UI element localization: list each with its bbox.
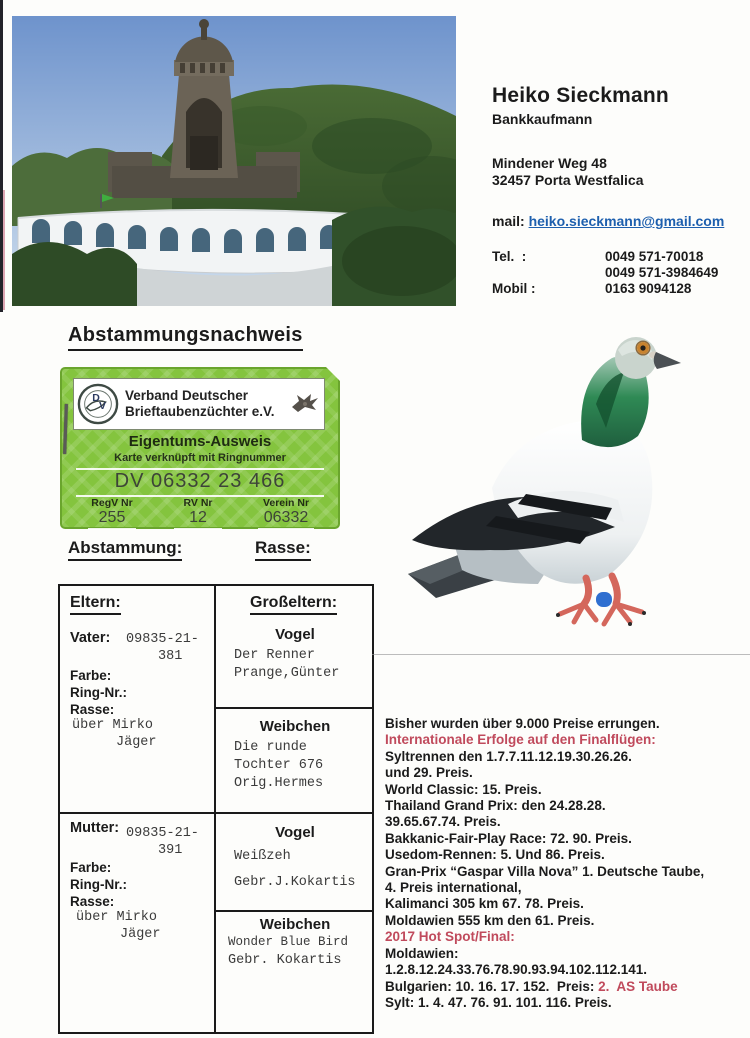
table-divider	[214, 586, 216, 1032]
achievement-text: World Classic: 15. Preis.	[385, 781, 542, 797]
achievement-line	[385, 962, 747, 978]
father-ring-number: 09835-21-	[126, 632, 199, 647]
achievement-text: 1.2.8.12.24.33.76.78.90.93.94.102.112.141.	[385, 962, 647, 978]
achievement-line	[385, 880, 747, 896]
scan-edge-artifact	[3, 190, 5, 310]
ring-number: DV 06332 23 466	[114, 470, 286, 492]
pigeon-photo	[400, 332, 745, 640]
achievement-text: und 29. Preis.	[385, 765, 473, 781]
achievements-list	[385, 716, 747, 1011]
achievement-line	[385, 913, 747, 929]
achievement-text: Bisher wurden über 9.000 Preise errungen.	[385, 716, 660, 731]
farbe-label: Farbe:	[70, 860, 112, 875]
field-value: 255	[88, 509, 136, 530]
achievement-line	[385, 782, 747, 798]
page-title: Abstammungsnachweis	[68, 324, 303, 351]
grandparents-header: Großeltern:	[250, 594, 337, 615]
achievement-highlight: 2017 Hot Spot/Final:	[385, 929, 515, 945]
achievement-text: Syltrennen den 1.7.7.11.12.19.30.26.26.	[385, 748, 632, 764]
association-name	[125, 388, 290, 420]
achievement-line	[385, 765, 747, 781]
rasse-label: Rasse:	[70, 894, 115, 909]
grandparent-cell-header: Vogel	[275, 626, 315, 643]
father-label: Vater:	[70, 630, 111, 646]
achievement-text: Usedom-Rennen: 5. Und 86. Preis.	[385, 847, 605, 863]
email-link[interactable]: heiko.sieckmann@gmail.com	[528, 213, 725, 229]
achievement-line	[385, 896, 747, 912]
tel-number-2: 0049 571-3984649	[605, 265, 719, 280]
achievement-text: Bulgarien: 10. 16. 17. 152. Preis:	[385, 978, 599, 994]
grandparent-name: Wonder Blue Bird	[228, 935, 349, 949]
achievement-line	[385, 814, 747, 830]
achievement-line	[385, 946, 747, 962]
rasse-label: Rasse:	[70, 702, 115, 717]
card-subtitle: Karte verknüpft mit Ringnummer	[114, 452, 286, 464]
email-row	[492, 213, 742, 229]
owner-profession: Bankkaufmann	[492, 111, 593, 127]
grandparent-name: Weißzeh	[234, 849, 291, 864]
father-ring-number: 381	[158, 649, 183, 664]
mother-ring-number: 09835-21-	[126, 826, 199, 841]
owner-name: Heiko Sieckmann	[492, 84, 669, 107]
achievement-line	[385, 831, 747, 847]
grandparent-name: Prange,Günter	[234, 666, 340, 681]
mobil-number: 0163 9094128	[605, 281, 692, 296]
field-label: RV Nr	[183, 497, 213, 509]
achievement-line	[385, 979, 747, 995]
svg-text:D: D	[92, 392, 100, 405]
achievement-line	[385, 798, 747, 814]
divider-line	[372, 654, 750, 655]
owner-address	[492, 155, 742, 189]
table-divider	[60, 812, 372, 814]
achievement-text: Kalimanci 305 km 67. 78. Preis.	[385, 896, 584, 912]
achievement-line	[385, 995, 747, 1011]
contact-block	[492, 84, 742, 301]
pigeon-illustration	[400, 332, 745, 640]
tel-number-1: 0049 571-70018	[605, 249, 704, 264]
father-note: Jäger	[116, 735, 157, 750]
mother-ring-number: 391	[158, 843, 183, 858]
parents-header: Eltern:	[70, 594, 121, 615]
svg-text:V: V	[98, 399, 106, 412]
achievement-text: Sylt: 1. 4. 47. 76. 91. 101. 116. Preis.	[385, 994, 612, 1010]
field-value: 12	[174, 509, 222, 530]
farbe-label: Farbe:	[70, 668, 112, 683]
phone-block	[492, 249, 742, 301]
grandparent-cell-header: Vogel	[275, 824, 315, 841]
field-regv	[72, 497, 152, 530]
grandparent-name: Tochter 676	[234, 758, 324, 773]
field-label: RegV Nr	[91, 497, 133, 509]
ring-nr-label: Ring-Nr.:	[70, 877, 127, 892]
monument-photo	[12, 16, 456, 306]
achievement-line	[385, 749, 747, 765]
card-title: Eigentums-Ausweis	[128, 433, 272, 450]
card-fields	[72, 497, 328, 530]
pedigree-table	[58, 584, 374, 1034]
ownership-card	[60, 367, 340, 529]
achievement-text: Bakkanic-Fair-Play Race: 72. 90. Preis.	[385, 830, 632, 846]
grandparent-name: Gebr. Kokartis	[228, 953, 342, 968]
address-street: Mindener Weg 48	[492, 155, 607, 171]
achievement-line	[385, 732, 747, 748]
table-divider	[214, 910, 372, 912]
tel-label: Tel. :	[492, 249, 527, 264]
field-verein	[244, 497, 328, 530]
achievement-text: Gran-Prix “Gaspar Villa Nova” 1. Deutsche Taube,	[385, 863, 705, 879]
grandparent-cell-header: Weibchen	[259, 916, 331, 933]
ring-nr-label: Ring-Nr.:	[70, 685, 127, 700]
grandparent-name: Gebr.J.Kokartis	[234, 875, 356, 890]
grandparent-name: Der Renner	[234, 648, 316, 663]
table-divider	[214, 707, 372, 709]
mother-note: Jäger	[120, 927, 161, 942]
eagle-emblem-icon	[290, 392, 320, 416]
achievement-text: Moldawien:	[385, 945, 459, 961]
rasse-label: Rasse:	[255, 538, 311, 561]
grandparent-name: Orig.Hermes	[234, 776, 324, 791]
achievement-line	[385, 864, 747, 880]
achievement-text: Thailand Grand Prix: den 24.28.28.	[385, 798, 606, 814]
achievement-text: Moldawien 555 km den 61. Preis.	[385, 912, 595, 928]
achievement-line	[385, 716, 747, 732]
mother-note: über Mirko	[76, 910, 158, 925]
achievement-line	[385, 929, 747, 945]
association-name-line1: Verband Deutscher	[125, 388, 249, 403]
address-city: 32457 Porta Westfalica	[492, 172, 644, 188]
father-note: über Mirko	[72, 718, 154, 733]
mobil-label: Mobil :	[492, 281, 536, 296]
field-value: 06332	[258, 509, 315, 530]
achievement-highlight: Internationale Erfolge auf den Finalflügen:	[385, 732, 656, 748]
mother-label: Mutter:	[70, 820, 120, 836]
association-name-line2: Brieftaubenzüchter e.V.	[125, 404, 275, 419]
field-label: Verein Nr	[262, 497, 310, 509]
achievement-highlight: 2. AS Taube	[598, 978, 678, 994]
grandparent-cell-header: Weibchen	[259, 718, 331, 735]
abstammung-label: Abstammung:	[68, 538, 182, 561]
achievement-line	[385, 847, 747, 863]
grandparent-name: Die runde	[234, 740, 307, 755]
dv-association-logo-icon	[77, 383, 119, 425]
achievement-text: 39.65.67.74. Preis.	[385, 814, 501, 830]
achievement-text: 4. Preis international,	[385, 880, 522, 896]
monument-illustration	[12, 16, 456, 306]
email-label: mail:	[492, 213, 525, 229]
card-header	[73, 378, 325, 430]
field-rv	[160, 497, 236, 530]
torn-corner	[326, 367, 340, 381]
